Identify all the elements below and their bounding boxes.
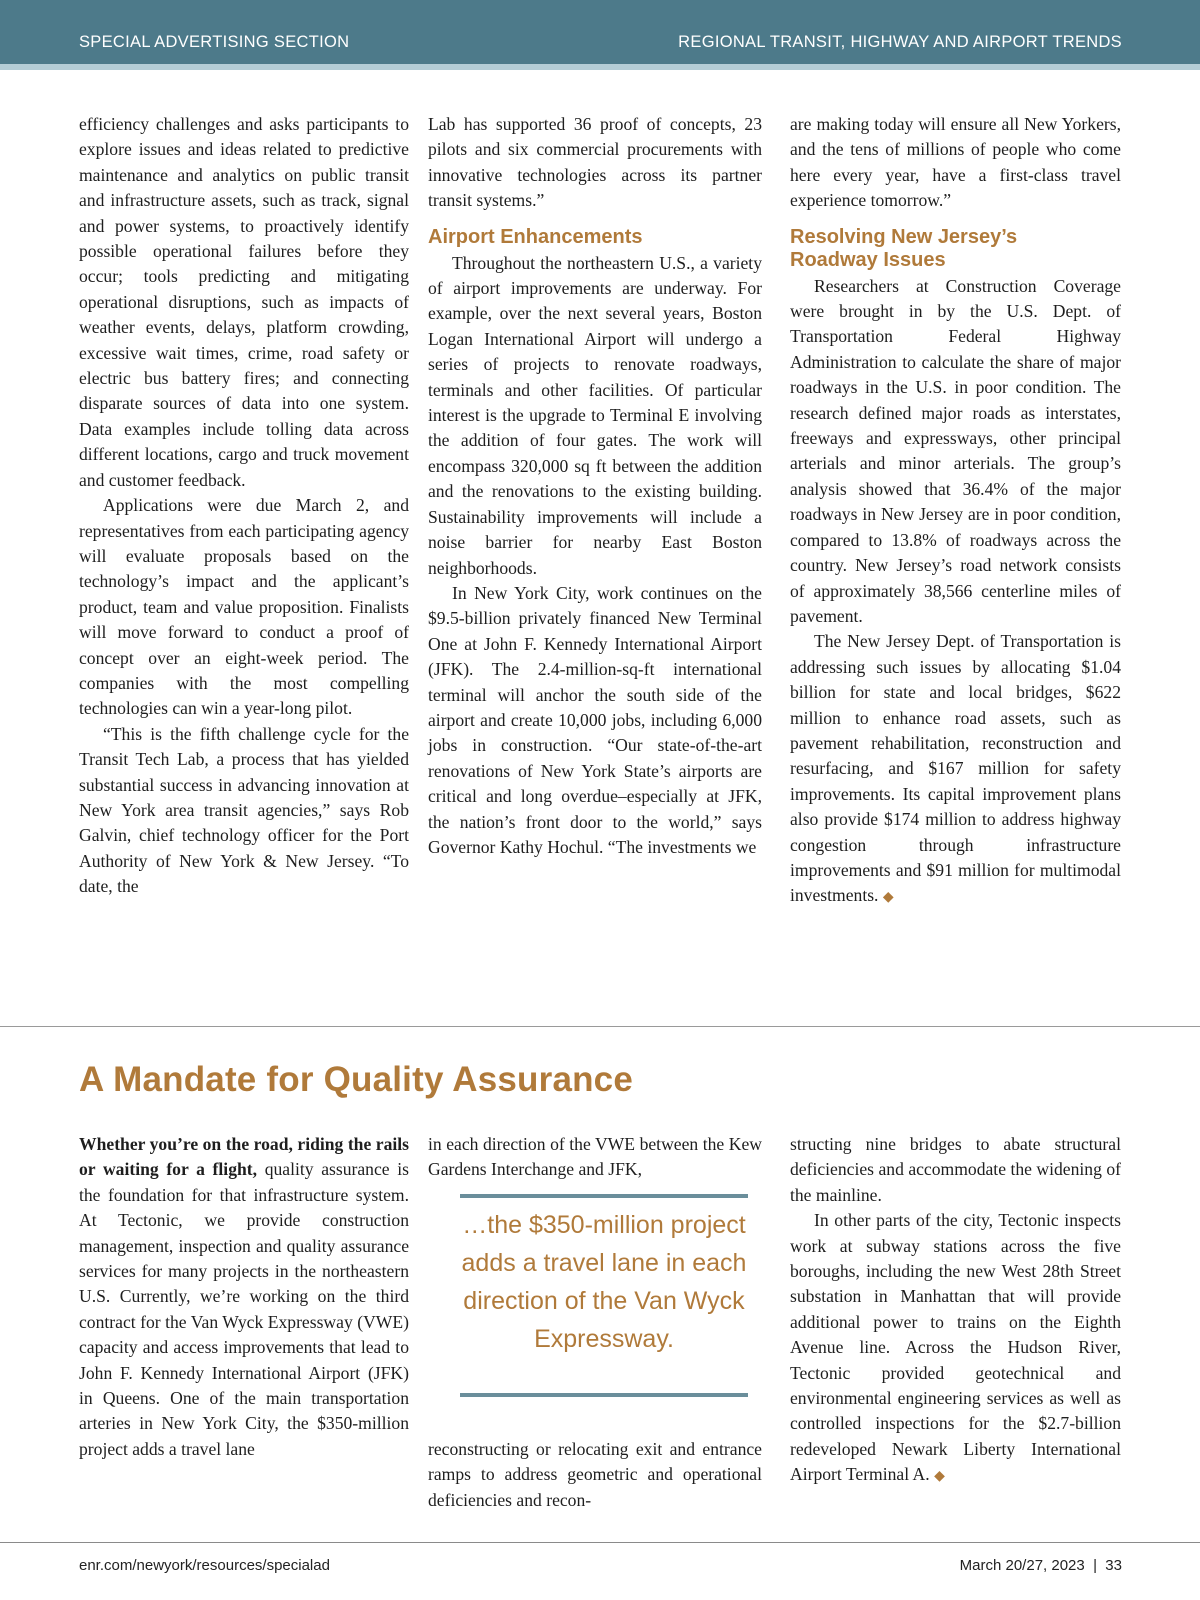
lower-column-3	[790, 1132, 1121, 1490]
paragraph: Applications were due March 2, and representatives from each participating agency will evaluate proposals based on the technology’s impact and the applicant’s product, team and value proposition. Finalists will move forward to conduct a proof of concept over an eight-week period. The companies with the most compelling technologies can win a year-long pilot.	[79, 495, 409, 719]
pull-quote: …the $350-million project adds a travel lane in each direction of the Van Wyck Expressway.	[461, 1211, 747, 1353]
end-diamond-icon: ◆	[882, 890, 894, 906]
paragraph: Throughout the northeastern U.S., a variety of airport improvements are underway. For example, over the next several years, Boston Logan International Airport will undergo a series of projects to renovate roadways, terminals and other facilities. Of particular interest is the upgrade to Terminal E involving the addition of four gates. The work will encompass 320,000 sq ft between the addition and the renovations to the existing building. Sustainability improvements will include a noise barrier for nearby East Boston neighborhoods.	[428, 252, 762, 578]
end-diamond-icon: ◆	[934, 1469, 945, 1485]
footer-rule	[0, 1542, 1200, 1543]
subhead-airport-enhancements: Airport Enhancements	[428, 225, 643, 248]
lower-column-2-continued	[428, 1437, 762, 1513]
pullquote-rule-top	[460, 1194, 748, 1198]
paragraph: “This is the fifth challenge cycle for the Transit Tech Lab, a process that has yielded substantial success in advancing innovation at New York area transit agencies,” says Rob Galvin, chief technology officer for the Port Authority of New York & New Jersey. “To date, the	[79, 723, 409, 897]
paragraph: Researchers at Construction Coverage were brought in by the U.S. Dept. of Transportation Federal Highway Administration to calculate the share of major roadways in the U.S. in poor condition. The research defined major roads as interstates, freeways and expressways, other principal arterials and minor arterials. The group’s analysis showed that 36.4% of the major roadways in New Jersey are in poor condition, compared to 13.8% of roadways across the country. New Jersey’s road network consists of approximately 38,566 centerline miles of pavement.	[790, 275, 1121, 626]
lower-column-2	[428, 1132, 762, 1183]
paragraph: reconstructing or relocating exit and entrance ramps to address geometric and operational deficiencies and recon-	[428, 1439, 762, 1510]
paragraph: are making today will ensure all New Yorkers, and the tens of millions of people who come here every year, have a first-class travel experience tomorrow.”	[790, 114, 1121, 211]
upper-column-3	[790, 112, 1121, 911]
paragraph	[790, 1208, 1121, 1489]
lower-column-1	[79, 1132, 409, 1462]
header-stripe	[0, 64, 1200, 70]
upper-column-1	[79, 112, 409, 900]
lead-in: Whether you’re on the road, riding the rails or waiting for a flight,	[79, 1134, 409, 1180]
paragraph: in each direction of the VWE between the Kew Gardens Interchange and JFK,	[428, 1134, 762, 1180]
article-title: A Mandate for Quality Assurance	[79, 1060, 634, 1099]
paragraph: In New York City, work continues on the $9.5-billion privately financed New Terminal One at John F. Kennedy International Airport (JFK). The 2.4-million-sq-ft international terminal will anchor the south side of the airport and create 10,000 jobs, including 6,000 jobs in construction. “Our state-of-the-art renovations of New York State’s airports are critical and long overdue–especially at JFK, the nation’s front door to the world,” says Governor Kathy Hochul. “The investments we	[428, 582, 762, 857]
paragraph-text: In other parts of the city, Tectonic inspects work at subway stations across the five boroughs, including the new West 28th Street substation in Manhattan that will provide additional power to trains on the Eighth Avenue line. Across the Hudson River, Tectonic provided geotechnical and environmental engineering services as well as controlled inspections for the $2.7-billion redeveloped Newark Liberty International Airport Terminal A.	[790, 1210, 1121, 1485]
header-bar	[0, 0, 1200, 64]
paragraph-text: quality assurance is the foundation for that infrastructure system. At Tectonic, we provide construction management, inspection and quality assurance services for many projects in the northeastern U.S. Currently, we’re working on the third contract for the Van Wyck Expressway (VWE) capacity and access improvements that lead to John F. Kennedy International Airport (JFK) in Queens. One of the main transportation arteries in New York City, the $350-million project adds a travel lane	[79, 1159, 409, 1459]
paragraph-text: The New Jersey Dept. of Transportation is addressing such issues by allocating $1.04 billion for state and local bridges, $622 million to enhance road assets, such as pavement rehabilitation, reconstruction and resurfacing, and $167 million for safety improvements. Its capital improvement plans also provide $174 million to address highway congestion through infrastructure improvements and $91 million for multimodal investments.	[790, 631, 1121, 906]
subhead-new-jersey-roadways: Resolving New Jersey’s Roadway Issues	[790, 225, 1018, 271]
upper-column-2	[428, 112, 762, 860]
paragraph: structing nine bridges to abate structural deficiencies and accommodate the widening of the mainline.	[790, 1134, 1121, 1205]
paragraph	[790, 629, 1121, 910]
section-label: SPECIAL ADVERTISING SECTION	[79, 33, 350, 51]
paragraph	[79, 1132, 409, 1462]
footer-date-page: March 20/27, 2023 | 33	[959, 1557, 1122, 1574]
section-divider	[0, 1026, 1200, 1027]
section-topic: REGIONAL TRANSIT, HIGHWAY AND AIRPORT TRENDS	[678, 33, 1122, 51]
footer-url: enr.com/newyork/resources/specialad	[79, 1557, 330, 1574]
paragraph: Lab has supported 36 proof of concepts, 23 pilots and six commercial procurements with innovative technologies across its partner transit systems.”	[428, 114, 762, 211]
pullquote-rule-bottom	[460, 1393, 748, 1397]
paragraph: efficiency challenges and asks participants to explore issues and ideas related to predictive maintenance and analytics on public transit and infrastructure assets, such as track, signal and power systems, to proactively identify possible operational failures before they occur; tools predicting and mitigating operational disruptions, such as impacts of weather events, delays, platform crowding, excessive wait times, crime, road safety or electric bus battery fires; and connecting disparate sources of data into one system. Data examples include tolling data across different locations, cargo and truck movement and customer feedback.	[79, 114, 409, 490]
